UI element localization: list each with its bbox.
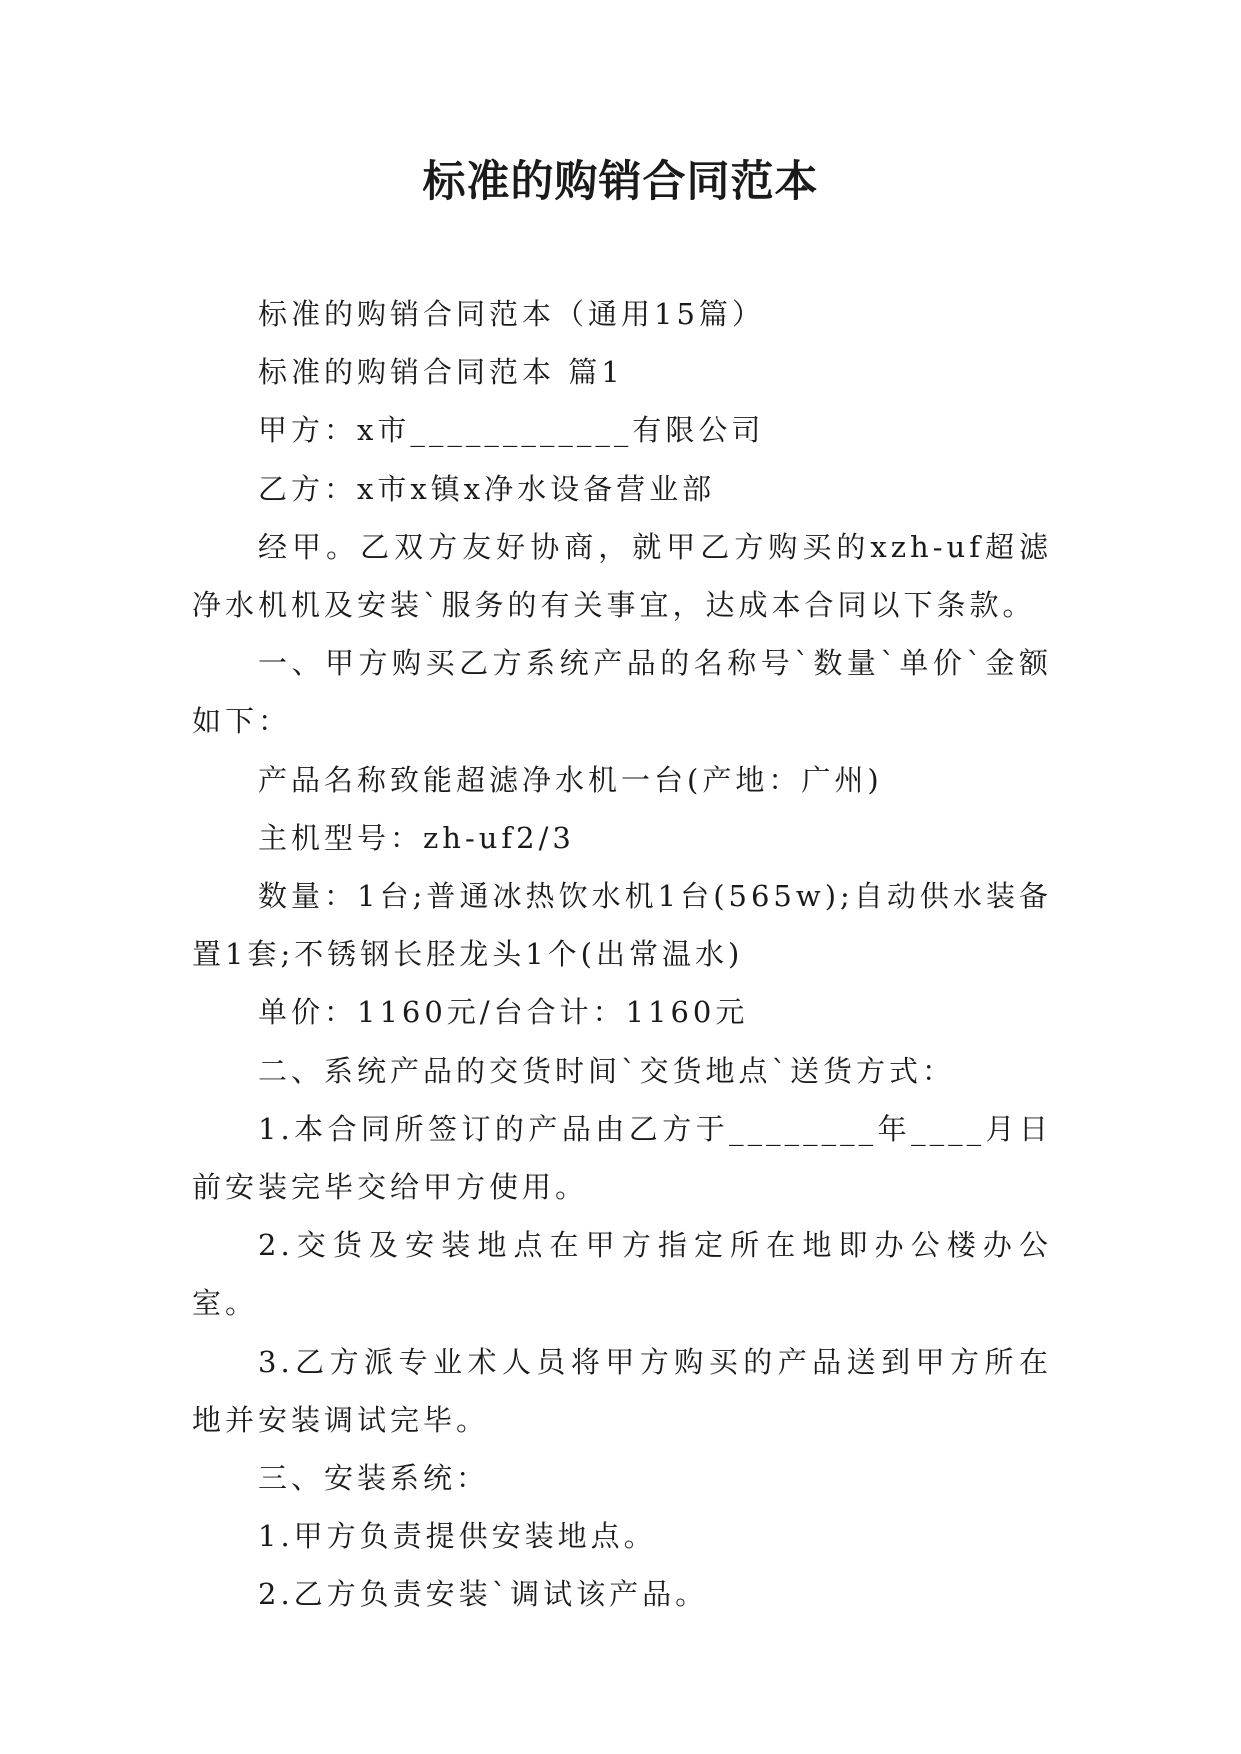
paragraph-subtitle: 标准的购销合同范本（通用15篇） xyxy=(258,297,765,331)
paragraph-section-2-heading: 二、系统产品的交货时间`交货地点`送货方式： xyxy=(258,1053,956,1088)
document-title: 标准的购销合同范本 xyxy=(422,157,819,207)
paragraph-delivery-time: 1.本合同所签订的产品由乙方于________年____月日前安装完毕交给甲方使用。 xyxy=(192,1111,1052,1205)
paragraph-price: 单价：1160元/台合计：1160元 xyxy=(258,995,749,1030)
paragraph-install-work: 2.乙方负责安装`调试该产品。 xyxy=(258,1577,709,1612)
paragraph-quantity: 数量：1台;普通冰热饮水机1台(565w);自动供水装备置1套;不锈钢长胫龙头1个(出常温水) xyxy=(192,879,1052,972)
paragraph-section-3-heading: 三、安装系统： xyxy=(258,1461,490,1496)
paragraph-section-1-heading: 一、甲方购买乙方系统产品的名称号`数量`单价`金额如下： xyxy=(192,646,1052,739)
paragraph-part-heading: 标准的购销合同范本 篇1 xyxy=(258,355,624,390)
paragraph-preamble: 经甲。乙双方友好协商，就甲乙方购买的xzh-uf超滤净水机机及安装`服务的有关事宜，达成本合同以下条款。 xyxy=(192,529,1052,623)
paragraph-party-a: 甲方：x市____________有限公司 xyxy=(258,413,765,448)
document-body xyxy=(192,285,1052,1624)
paragraph-product-name: 产品名称致能超滤净水机一台(产地：广州) xyxy=(258,762,883,797)
paragraph-install-site: 1.甲方负责提供安装地点。 xyxy=(258,1519,657,1554)
paragraph-delivery-method: 3.乙方派专业术人员将甲方购买的产品送到甲方所在地并安装调试完毕。 xyxy=(192,1344,1052,1437)
paragraph-party-b: 乙方：x市x镇x净水设备营业部 xyxy=(258,471,716,506)
paragraph-model: 主机型号：zh-uf2/3 xyxy=(258,820,575,855)
paragraph-delivery-place: 2.交货及安装地点在甲方指定所在地即办公楼办公室。 xyxy=(192,1228,1052,1321)
